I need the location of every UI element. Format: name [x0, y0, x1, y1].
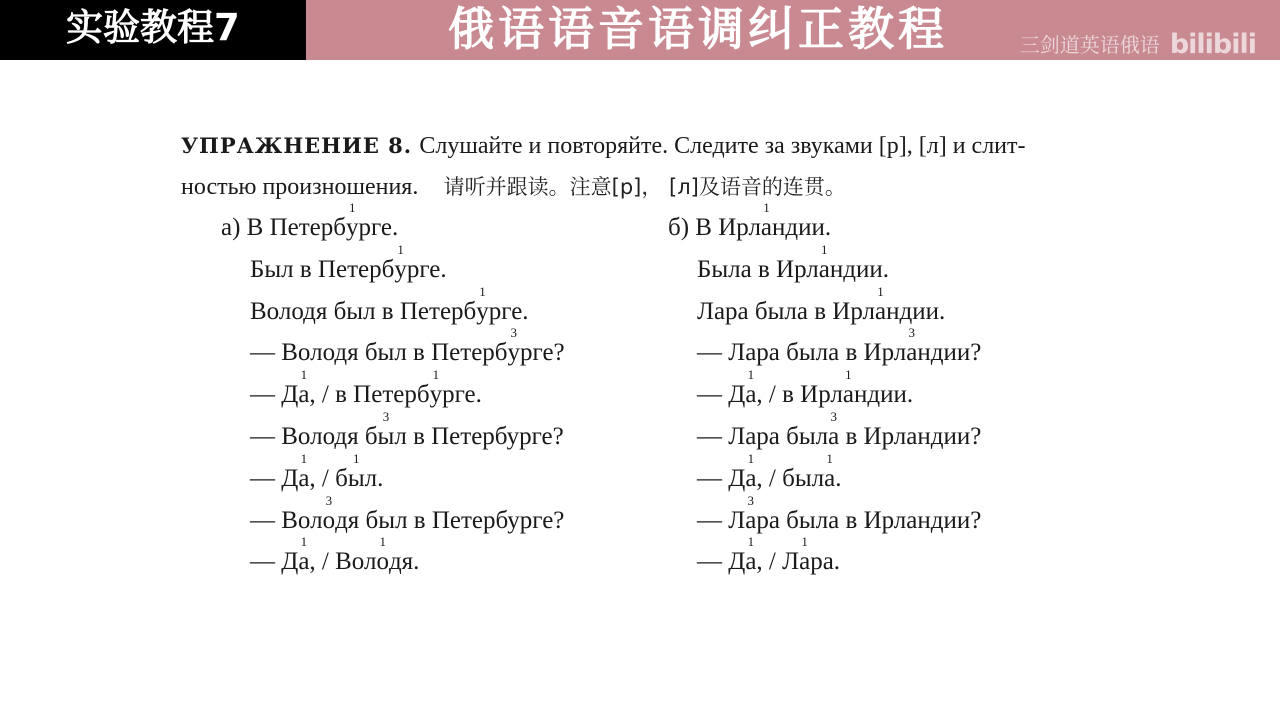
stressed-vowel: ы 1: [347, 450, 365, 492]
intonation-mark: 1: [432, 367, 440, 383]
intonation-mark: 1: [300, 450, 308, 466]
text-segment: ндии.: [829, 255, 889, 283]
lesson-label: 实验教程7: [66, 6, 240, 49]
intonation-mark: 1: [821, 241, 828, 257]
stressed-vowel: а 3: [906, 325, 918, 367]
text-segment: — Володя б: [250, 423, 378, 450]
text-segment: рге.: [358, 214, 399, 241]
exercise-line: [697, 534, 841, 576]
exercise-header-line-1: [181, 132, 1026, 160]
intonation-mark: 1: [300, 534, 308, 550]
text-segment: — Володя был в Петерб: [250, 339, 508, 367]
stressed-vowel: а 1: [745, 450, 757, 492]
exercise-line: [250, 283, 529, 326]
intonation-mark: 3: [830, 409, 837, 424]
intonation-mark: 3: [325, 492, 333, 508]
text-segment: а) В Петерб: [221, 214, 346, 241]
exercise-line: [697, 325, 982, 367]
exercise-line: [250, 450, 384, 493]
text-segment: — Д: [250, 464, 299, 492]
exercise-line: [250, 534, 420, 576]
stressed-vowel: а 1: [760, 200, 773, 241]
text-segment: — Д: [697, 464, 746, 492]
text-segment: ндии?: [917, 339, 982, 367]
exercise-line: [250, 492, 565, 535]
stressed-vowel: а 3: [745, 492, 757, 534]
text-segment: — Лара был: [697, 423, 829, 450]
stressed-vowel: а 1: [842, 367, 854, 409]
intonation-mark: 1: [747, 367, 755, 383]
text-segment: рге.: [488, 297, 529, 325]
stressed-vowel: у 1: [476, 283, 489, 325]
stressed-vowel: а 1: [298, 367, 310, 409]
intonation-mark: 3: [747, 492, 755, 508]
stressed-vowel: ы 3: [377, 409, 395, 450]
stressed-vowel: у 1: [346, 200, 359, 241]
text-segment: — Л: [697, 506, 746, 534]
intonation-mark: 3: [908, 325, 916, 341]
intonation-mark: 1: [826, 450, 833, 466]
text-segment: , / б: [309, 464, 348, 492]
intonation-mark: 1: [877, 283, 884, 299]
stressed-vowel: у 1: [394, 241, 407, 283]
intonation-mark: 1: [349, 200, 356, 215]
chinese-note: 请听并跟读。注意[р]， [л]及语音的连贯。: [443, 175, 846, 199]
text-segment: — Вол: [250, 506, 323, 534]
text-segment: ндии.: [772, 214, 832, 241]
intonation-mark: 1: [352, 450, 360, 466]
text-segment: , / Л: [756, 548, 800, 576]
intonation-mark: 1: [747, 450, 755, 466]
stressed-vowel: у 3: [507, 325, 521, 367]
stressed-vowel: а 1: [745, 534, 757, 576]
text-segment: — Д: [697, 381, 746, 409]
stressed-vowel: а 1: [799, 534, 811, 576]
text-segment: ндии.: [886, 297, 946, 325]
exercise-label: УПРАЖНЕНИЕ 8.: [181, 133, 413, 158]
text-segment: — Лара была в Ирл: [697, 339, 907, 367]
course-title: 俄语语音语调纠正教程: [448, 2, 948, 56]
text-segment: дя.: [388, 548, 420, 576]
watermark-text: 三剑道英语俄语: [1019, 33, 1160, 57]
exercise-line: [697, 283, 946, 326]
exercise-line: [250, 241, 447, 284]
text-segment: Был в Петерб: [250, 255, 395, 283]
stressed-vowel: у 1: [429, 367, 443, 409]
exercise-line: [697, 450, 842, 493]
exercise-line: [221, 200, 399, 242]
text-segment: л.: [364, 464, 384, 492]
text-segment: рге?: [520, 339, 565, 367]
text-segment: ра была в Ирландии?: [756, 506, 982, 534]
exercise-line: [697, 241, 889, 284]
intonation-mark: 1: [479, 283, 486, 299]
text-segment: Лара была в Ирл: [697, 297, 875, 325]
text-segment: — Д: [250, 381, 299, 409]
stressed-vowel: а 1: [875, 283, 887, 325]
text-segment: , / был: [756, 464, 825, 492]
exercise-line: [697, 409, 982, 451]
text-segment: — Д: [697, 548, 746, 576]
exercise-instruction-1: Слушайте и повторяйте. Следите за звуками [р], [л] и слит-: [419, 133, 1026, 159]
text-segment: .: [835, 464, 842, 492]
stressed-vowel: а 1: [824, 450, 836, 492]
stressed-vowel: а 1: [745, 367, 757, 409]
stressed-vowel: а 1: [818, 241, 830, 283]
intonation-mark: 1: [763, 200, 770, 215]
intonation-mark: 1: [747, 534, 755, 550]
text-segment: в Ирландии?: [839, 423, 982, 450]
intonation-mark: 1: [845, 367, 852, 383]
intonation-mark: 1: [379, 534, 386, 550]
text-segment: Была в Ирл: [697, 255, 819, 283]
exercise-line: [668, 200, 832, 242]
intonation-mark: 3: [382, 409, 390, 424]
stressed-vowel: о 1: [376, 534, 389, 576]
text-segment: — Д: [250, 548, 299, 576]
text-segment: , / в Петерб: [309, 381, 430, 409]
intonation-mark: 3: [510, 325, 518, 341]
text-segment: ра.: [810, 548, 841, 576]
text-segment: Володя был в Петерб: [250, 297, 477, 325]
stressed-vowel: а 1: [298, 534, 310, 576]
exercise-instruction-2: ностью произношения.: [181, 174, 419, 200]
intonation-mark: 1: [397, 241, 404, 257]
stressed-vowel: а 3: [828, 409, 840, 450]
intonation-mark: 1: [300, 367, 308, 383]
text-segment: рге.: [406, 255, 447, 283]
exercise-line: [697, 492, 982, 535]
exercise-line: [250, 367, 482, 409]
text-segment: рге.: [442, 381, 482, 409]
exercise-line: [697, 367, 914, 409]
text-segment: , / Вол: [309, 548, 377, 576]
text-segment: л в Петербурге?: [394, 423, 564, 450]
exercise-header-line-2: [181, 173, 846, 201]
exercise-line: [250, 325, 565, 367]
stressed-vowel: о 3: [322, 492, 336, 534]
text-segment: б) В Ирл: [668, 214, 761, 241]
text-segment: ндии.: [853, 381, 914, 409]
intonation-mark: 1: [801, 534, 808, 550]
text-segment: дя был в Петербурге?: [335, 506, 565, 534]
stressed-vowel: а 1: [298, 450, 310, 492]
text-segment: , / в Ирл: [756, 381, 843, 409]
exercise-line: [250, 409, 564, 451]
bilibili-logo: bilibili: [1169, 29, 1256, 60]
